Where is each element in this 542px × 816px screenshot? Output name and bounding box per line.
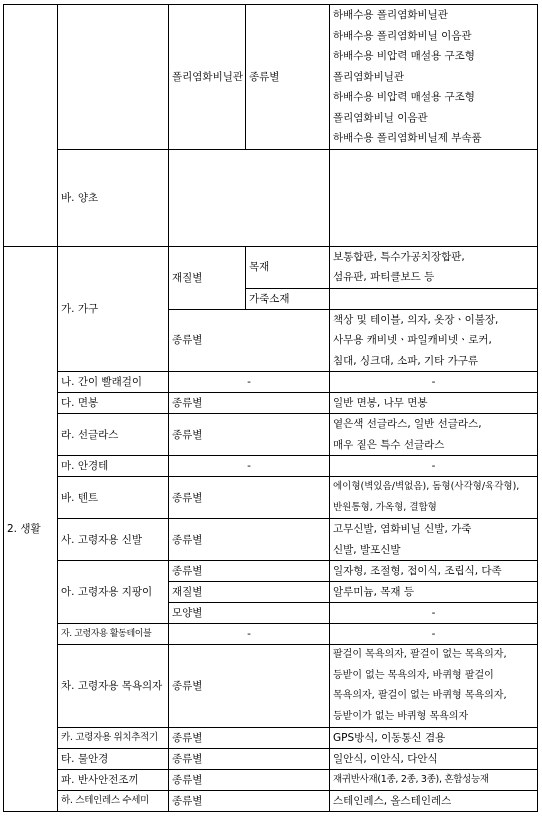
criterion-cell-material: 재질별 — [169, 582, 330, 603]
table-row — [4, 393, 538, 414]
item-cell-blank — [58, 5, 169, 150]
item-cell: 하. 스테인레스 수세미 — [58, 791, 169, 812]
value-cell-furniture-types: 책상 및 테이블, 의자, 옷장ㆍ이불장, 사무용 캐비넷ㆍ파일캐비넷ㆍ로커, 침대, 싱크대, 소파, 기타 가구류 — [330, 309, 538, 372]
table-row — [4, 519, 538, 561]
item-cell: 사. 고령자용 신발 — [58, 519, 169, 561]
section-cell-blank — [4, 5, 58, 247]
value-cell: 일반 면봉, 나무 면봉 — [330, 393, 538, 414]
item-cell: 마. 안경테 — [58, 456, 169, 477]
value-cell-wood: 보통합판, 특수가공치장합판, 섬유판, 파티클보드 등 — [330, 246, 538, 288]
value-cell-type: 일자형, 조절형, 접이식, 조립식, 다족 — [330, 561, 538, 582]
item-cell-furniture: 가. 가구 — [58, 246, 169, 372]
value-cell: 팔걸이 목욕의자, 팔걸이 없는 목욕의자, 등받이 없는 목욕의자, 바퀴형 팔걸이 목욕의자, 팔걸이 없는 바퀴형 목욕의자, 등받이가 없는 바퀴형 목욕의자 — [330, 645, 538, 728]
value-cell: - — [330, 372, 538, 393]
table-row — [4, 456, 538, 477]
value-cell-leather — [330, 288, 538, 309]
item-cell: 바. 텐트 — [58, 477, 169, 519]
value-cell: 스테인레스, 올스테인레스 — [330, 791, 538, 812]
table-row — [4, 749, 538, 770]
table-row — [4, 791, 538, 812]
item-cell: 차. 고령자용 목욕의자 — [58, 645, 169, 728]
value-cell-shape: - — [330, 603, 538, 624]
subcategory-cell: 폴리염화비닐관 — [169, 5, 246, 150]
table-row — [4, 5, 538, 150]
classification-table — [3, 4, 538, 812]
table-row — [4, 645, 538, 728]
criterion-cell: 종류별 — [169, 393, 330, 414]
criterion-cell: 종류별 — [169, 645, 330, 728]
value-cell: 에이형(벽있음/벽없음), 돔형(사각형/육각형), 반원통형, 가옥형, 결합형 — [330, 477, 538, 519]
item-cell: 나. 간이 빨래걸이 — [58, 372, 169, 393]
table-row — [4, 728, 538, 749]
table-row — [4, 414, 538, 456]
item-cell-candle: 바. 양초 — [58, 149, 169, 246]
item-cell: 타. 물안경 — [58, 749, 169, 770]
table-row — [4, 477, 538, 519]
criterion-cell: 종류별 — [169, 414, 330, 456]
item-cell: 자. 고령자용 활동테이블 — [58, 624, 169, 645]
criterion-cell: - — [169, 624, 330, 645]
value-cell: - — [330, 624, 538, 645]
value-cell: GPS방식, 이동통신 겸용 — [330, 728, 538, 749]
value-cell: 고무신발, 염화비닐 신발, 가죽 신발, 발포신발 — [330, 519, 538, 561]
criterion-cell: 종류별 — [246, 5, 330, 150]
table-row — [4, 561, 538, 582]
table-row — [4, 246, 538, 288]
criterion-cell-type: 종류별 — [169, 309, 330, 372]
item-cell: 파. 반사안전조끼 — [58, 770, 169, 791]
subcriterion-cell-wood: 목재 — [246, 246, 330, 288]
subcriterion-cell-leather: 가죽소재 — [246, 288, 330, 309]
item-cell-cane: 아. 고령자용 지팡이 — [58, 561, 169, 624]
table-row — [4, 372, 538, 393]
value-cell: 재귀반사재(1종, 2종, 3종), 혼합성능재 — [330, 770, 538, 791]
criterion-cell: 종류별 — [169, 770, 330, 791]
criterion-cell-material: 재질별 — [169, 246, 246, 309]
pipe-types-cell: 하배수용 폴리염화비닐관 하배수용 폴리염화비닐 이음관 하배수용 비압력 매설용 구조형 폴리염화비닐관 하배수용 비압력 매설용 구조형 폴리염화비닐 이음관 하배수용 폴리염화비닐제 부속품 — [330, 5, 538, 150]
value-cell: 일안식, 이안식, 다안식 — [330, 749, 538, 770]
table-row — [4, 770, 538, 791]
criterion-cell: - — [169, 372, 330, 393]
value-cell: - — [330, 456, 538, 477]
table-row — [4, 624, 538, 645]
criterion-cell: 종류별 — [169, 728, 330, 749]
item-cell: 라. 선글라스 — [58, 414, 169, 456]
criterion-cell: 종류별 — [169, 477, 330, 519]
value-cell-material: 알루미늄, 목재 등 — [330, 582, 538, 603]
criterion-cell: - — [169, 456, 330, 477]
criterion-cell: 종류별 — [169, 749, 330, 770]
item-cell: 카. 고령자용 위치추적기 — [58, 728, 169, 749]
criterion-cell-type: 종류별 — [169, 561, 330, 582]
criterion-cell: 종류별 — [169, 519, 330, 561]
criterion-cell-shape: 모양별 — [169, 603, 330, 624]
criterion-cell-blank — [169, 149, 330, 246]
criterion-cell: 종류별 — [169, 791, 330, 812]
section-cell-life: 2. 생활 — [4, 246, 58, 812]
value-cell: 옅은색 선글라스, 일반 선글라스, 매우 짙은 특수 선글라스 — [330, 414, 538, 456]
value-cell-blank — [330, 149, 538, 246]
table-row — [4, 149, 538, 246]
item-cell: 다. 면봉 — [58, 393, 169, 414]
